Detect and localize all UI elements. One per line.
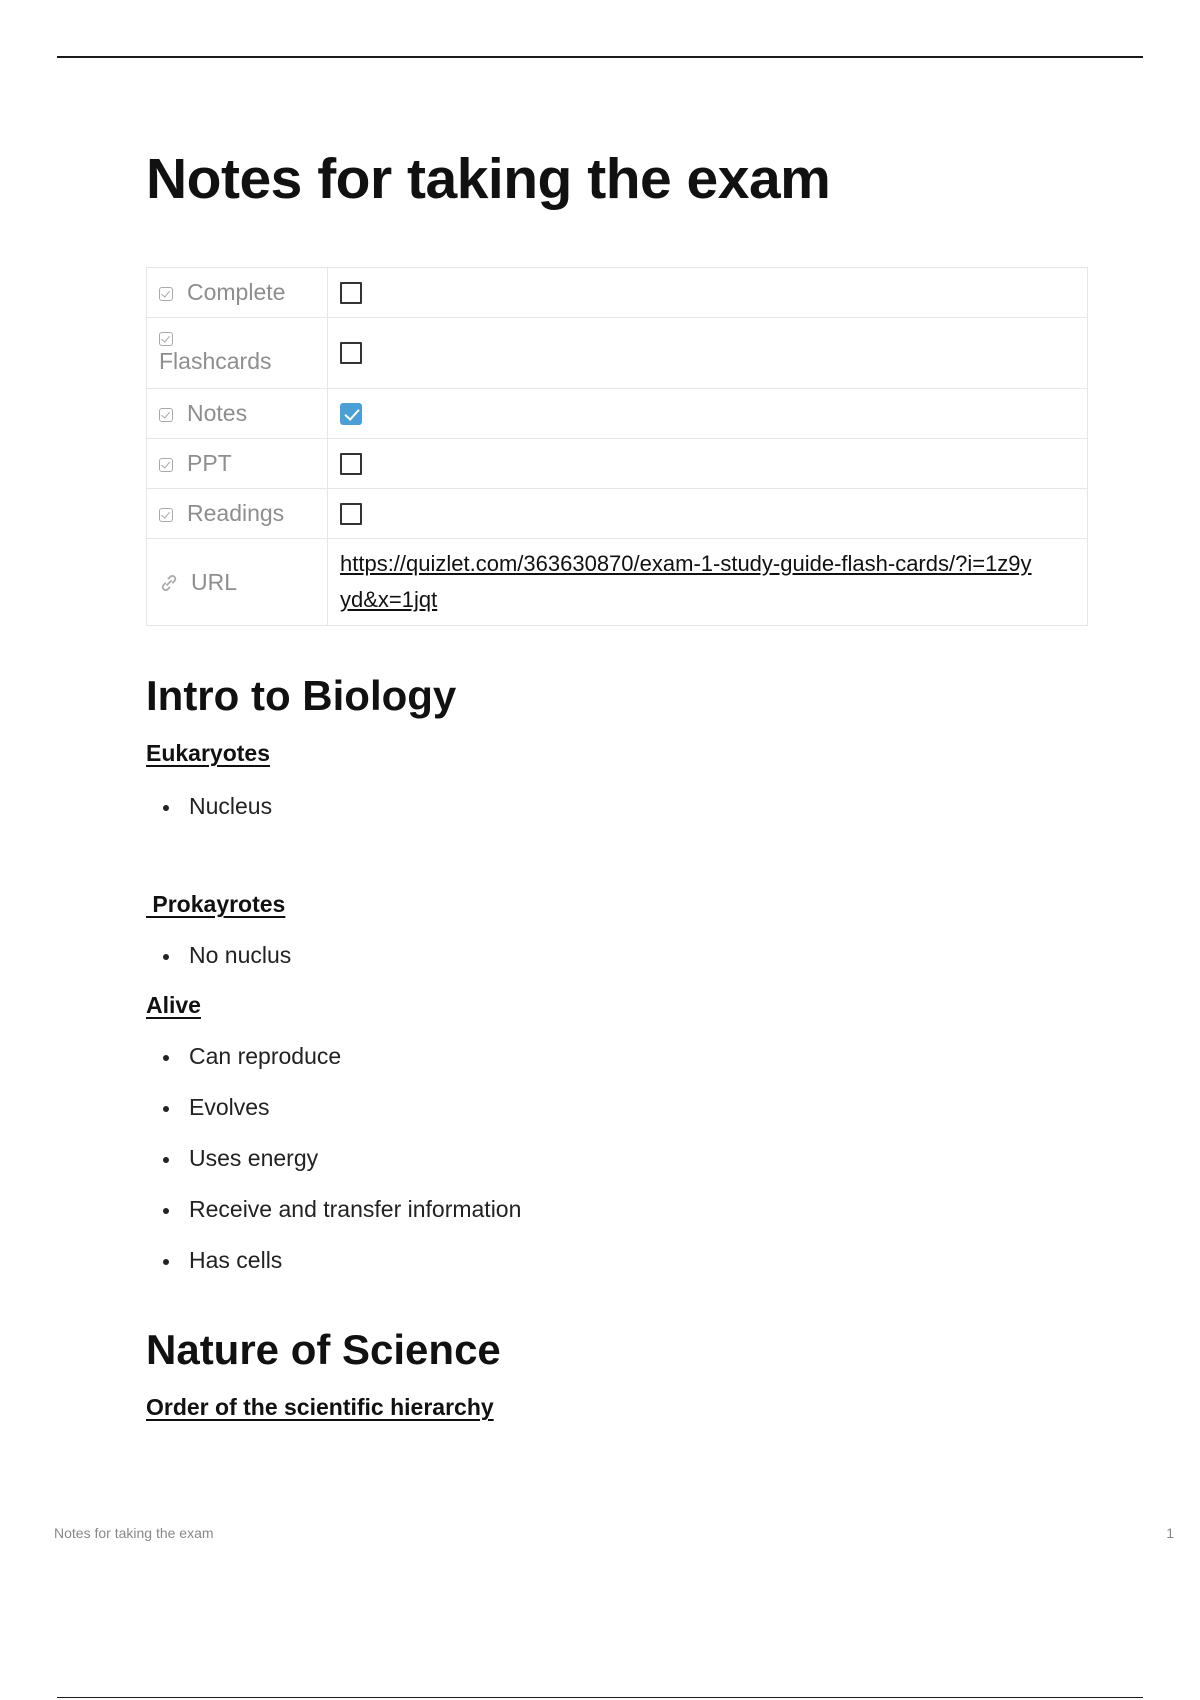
property-value-cell <box>328 539 1088 626</box>
footer-document-title: Notes for taking the exam <box>54 1525 214 1541</box>
flashcards-checkbox[interactable] <box>340 342 362 364</box>
footer-page-number: 1 <box>1166 1525 1174 1541</box>
subsection-alive: Alive <box>146 992 201 1018</box>
complete-checkbox[interactable] <box>340 282 362 304</box>
subsection-scientific-hierarchy: Order of the scientific hierarchy <box>146 1394 494 1420</box>
list-item: No nuclus <box>146 930 291 981</box>
link-icon <box>159 573 179 593</box>
eukaryotes-list <box>146 781 272 832</box>
property-row-url <box>147 539 1088 626</box>
quizlet-url-link[interactable]: https://quizlet.com/363630870/exam-1-study-guide-flash-cards/?i=1z9yyd&x=1jqt <box>340 551 1032 612</box>
subsection-prokaryotes: Prokayrotes <box>146 891 286 917</box>
checkbox-property-icon <box>159 458 173 472</box>
property-label: PPT <box>187 450 232 476</box>
list-item: Can reproduce <box>146 1031 521 1082</box>
checkbox-property-icon <box>159 332 173 346</box>
list-item: Evolves <box>146 1082 521 1133</box>
properties-table <box>146 267 1088 626</box>
bottom-rule <box>57 1697 1143 1698</box>
property-value-cell <box>328 439 1088 489</box>
section-heading-intro-to-biology: Intro to Biology <box>146 672 457 719</box>
prokaryotes-list <box>146 930 291 981</box>
list-item: Has cells <box>146 1235 521 1286</box>
checkbox-property-icon <box>159 508 173 522</box>
page-title: Notes for taking the exam <box>146 147 831 211</box>
property-label-cell <box>147 318 328 389</box>
property-label: Notes <box>187 400 248 426</box>
alive-list <box>146 1031 521 1286</box>
list-item: Receive and transfer information <box>146 1184 521 1235</box>
property-label-cell <box>147 539 328 626</box>
section-heading-nature-of-science: Nature of Science <box>146 1326 501 1373</box>
property-value-cell <box>328 268 1088 318</box>
property-value-cell <box>328 318 1088 389</box>
property-label: Flashcards <box>159 347 272 374</box>
checkbox-property-icon <box>159 408 173 422</box>
property-row-readings <box>147 489 1088 539</box>
property-value-cell <box>328 489 1088 539</box>
property-label-cell <box>147 268 328 318</box>
property-row-notes <box>147 389 1088 439</box>
property-value-cell <box>328 389 1088 439</box>
readings-checkbox[interactable] <box>340 503 362 525</box>
property-row-flashcards <box>147 318 1088 389</box>
checkbox-property-icon <box>159 287 173 301</box>
property-row-ppt <box>147 439 1088 489</box>
top-rule <box>57 56 1143 58</box>
notes-checkbox[interactable] <box>340 403 362 425</box>
property-label-cell <box>147 439 328 489</box>
list-item: Nucleus <box>146 781 272 832</box>
property-label: URL <box>191 568 238 595</box>
subsection-eukaryotes: Eukaryotes <box>146 740 271 766</box>
property-label: Readings <box>187 500 285 526</box>
property-label-cell <box>147 389 328 439</box>
property-row-complete <box>147 268 1088 318</box>
property-label: Complete <box>187 279 286 305</box>
ppt-checkbox[interactable] <box>340 453 362 475</box>
property-label-cell <box>147 489 328 539</box>
list-item: Uses energy <box>146 1133 521 1184</box>
